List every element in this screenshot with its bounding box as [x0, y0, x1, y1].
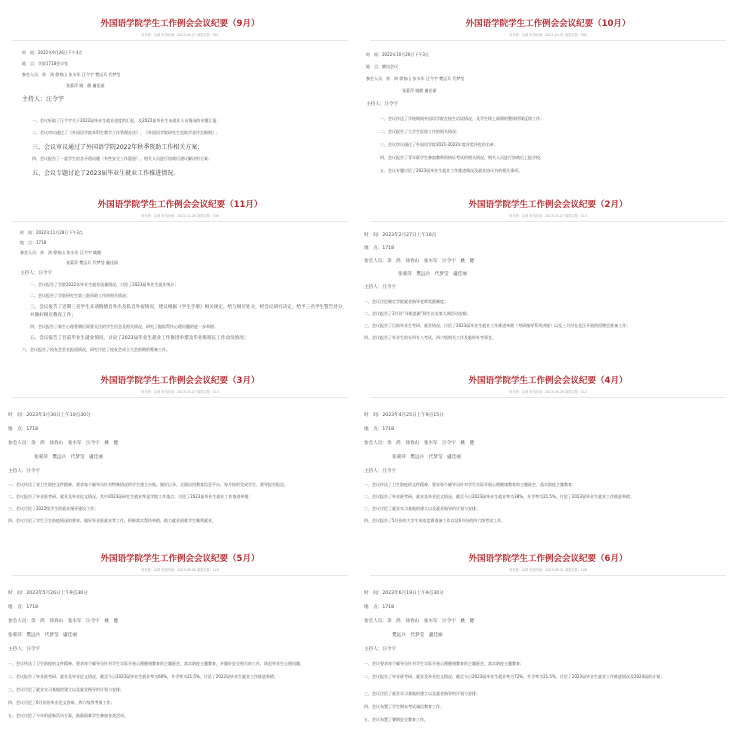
panel-title: 外国语学院学生工作例会会议纪要（10月） [465, 19, 631, 29]
time-line: 时 间：2023年6月19日上午9点30分 [364, 591, 444, 596]
minutes-panel-feb [362, 190, 734, 360]
place-line: 地 点：1718 [364, 427, 395, 432]
item-line: 二、会议报告了毕业班考研、就业及毕业论文情况，其中2023届研究生就业率是学院工作重点；讨论了2023届毕业生就业工作推进举措； [8, 494, 253, 499]
item-line: 五、会议专题讨论了2023届毕业生就业工作推进情况。 [32, 170, 180, 177]
place-line: 地 点：1718 [364, 605, 395, 610]
minutes-panel-mar [4, 366, 356, 538]
item-line: 五、会议专题讨论了2023届毕业生就业工作推进情况及就业协议书的相关事项。 [380, 168, 523, 173]
attendees-line: 参会人员：余 鸿 徐春山 张水军 汪令宇 姚 健 [364, 619, 475, 624]
panel-title: 外国语学院学生工作例会会议纪要（4月） [468, 376, 628, 386]
item-line: 四、会议讨论了学生卫生防疫情况的要求，做好毕业班就业等工作，积极落实帮扶举措，助力就业困难学生顺利就业。 [8, 518, 216, 523]
item-line: 三、会议审议通过了外国语学院2022年秋季资助工作相关方案； [32, 144, 204, 151]
item-line: 一、会议传达了卫生防疫的文件精神，要求每个辅导员针对学生实际开展心理健康教育的主题班会，落实防疫主题教育，并做好安全相关的工作，防范毕业生心理问题； [8, 661, 304, 666]
item-line: 五、会议报告了目前毕业生就业情况，讨论了2023届毕业生就业工作推进举措及毕业班班长工作动员情况； [30, 336, 249, 341]
minutes-panel-sep [4, 8, 356, 186]
item-line: 二、会议报告了毕业班考研、就业及毕业论文情况，截至今日2023届毕业生就业率为60%，升学率为21.5%，讨论了2023届毕业生就业工作推进举措； [8, 674, 278, 679]
item-line: 一、会议听取了汪令宇关于2022届毕业生就业进度的汇报，及2022届毕业生未就业人员情况的专题汇报； [32, 118, 221, 123]
item-line: 二、会议报告了3月份“寻根追源”探生访友第九期活动安排； [364, 311, 471, 316]
panel-meta: 发布者：余鸿 发布时间：2023-04-26 浏览次数：112 [509, 390, 587, 394]
host-line: 主持人：汪令宇 [364, 285, 397, 290]
host-line: 主持人：汪令宇 [8, 469, 41, 474]
item-line: 二、会议审议通过了《外国语学院本科生教学工作管理办法》、《外国语学院研究生奖助学金评定细则》； [32, 130, 220, 135]
place-line: 地 点：1718 [20, 240, 47, 245]
attendees-line: 参会人员：余 鸿 徐春山 张水军 汪令宇 樊远兵 代梦莹 [22, 72, 121, 77]
time-line: 时 间：2022年11月28日下午3点 [20, 230, 83, 235]
attendees-line: 参会人员：余 鸿 徐春山 张水军 汪令宇 姚 健 [364, 441, 475, 446]
item-line: 三、会议报告了目前毕业生考研、就业情况，讨论了2023届毕业生就业工作推进举措（考研指导系列讲座）以及三月份在北区开展的招聘会准备工作； [364, 323, 631, 328]
item-line: 四、会议报告了5月份的大学生英语竞赛准备工作以及6月份的四六级考试工作。 [364, 518, 506, 523]
place-line: 地 点：学院1718会议室 [22, 61, 69, 66]
item-line: 六、会议报告了校友会会长报道情况，研究讨论了校友会成立大会前期的筹备工作。 [22, 347, 170, 352]
time-line: 时 间：2023年3月30日上午10点30分 [8, 413, 91, 418]
attendees-line-2: 张蒙萍 樊远兵 代梦莹 盧佳丽 [392, 455, 461, 460]
attendees-line: 参会人员：余 鸿 徐春山 张水军 汪令宇 姚 健 [8, 619, 119, 624]
minutes-panel-oct [362, 8, 734, 186]
attendees-line-2: 樊远兵 代梦莹 盧佳丽 [392, 633, 443, 638]
item-line: 一、会议要求每个辅导员针对学生实际开展心理健康教育的主题班会，落实防疫主题教育； [364, 661, 524, 666]
attendees-line: 参会人员：余 鸿 徐春山 张水军 汪令宇 姚 健 [364, 259, 475, 264]
attendees-line: 参会人员：余 鸿 徐春山 张水军 汪令宇 姚 健 [8, 441, 119, 446]
item-line: 三、会议讨论了2022级学生的就业指导建设工作； [8, 506, 99, 511]
item-line: 二、会议报告了大学生医保工作的相关情况； [380, 129, 460, 134]
divider [12, 221, 348, 222]
place-line: 地 点：腾讯会议 [366, 64, 398, 69]
time-line: 时 间：2023年2月27日上午10点 [364, 233, 437, 238]
divider [12, 397, 348, 398]
item-line: 一、会议报告了学院2022年毕业生就业质量情况，讨论了2023届毕业生就业统计； [30, 282, 179, 287]
place-line: 地 点：1718 [8, 605, 39, 610]
item-line: 四、会议报告了一起学生宿舍矛盾问题（有些安全工作隐患），相关人员进行协商后建议解决的方案； [32, 156, 212, 161]
divider [12, 575, 348, 576]
divider [370, 221, 726, 222]
panel-meta: 发布者：余鸿 发布时间：2022-10-31 浏览次数：392 [509, 33, 587, 37]
item-line: 一、会议传达了省卫生防控文件精神，要求每个辅导员针对特殊情况的学生建立台账，做好记录，全面启用教育信息平台，每月按时完成学生、督导报告报送； [8, 482, 288, 487]
item-line: 四、会议讨论了6月份的毕业论文答辩、四六级等考务工作； [8, 700, 115, 705]
divider [370, 397, 726, 398]
item-line: 二、会议报告了学院研究生第三批资助工作的相关情况； [30, 293, 130, 298]
attendees-line-2: 张蒙萍 樊远兵 代梦莹 盧佳丽 [8, 633, 77, 638]
panel-meta: 发布者：余鸿 发布时间：2023-03-27 浏览次数：114 [141, 390, 219, 394]
item-line: 三、会议讨论了就业实习基地的建立以及就业指导的计划与安排； [364, 691, 480, 696]
item-line: 一、会议传达了卫生防疫的文件精神，要求每个辅导员针对学生实际开展心理健康教育的主题班会，落实防疫主题教育； [364, 482, 576, 487]
attendees-line: 参会人员：余 鸿 徐春山 张水军 汪令宇 姚健 [20, 250, 102, 255]
time-line: 时 间：2023年4月25日上午9点15分 [364, 413, 444, 418]
panel-title: 外国语学院学生工作例会会议纪要（6月） [468, 554, 628, 564]
attendees-line: 参会人员：余 鸿 徐春山 张水军 汪令宇 樊远兵 代梦莹 [366, 76, 465, 81]
panel-title: 外国语学院学生工作例会会议纪要（2月） [468, 200, 628, 210]
panel-meta: 发布者：余鸿 发布时间：2022-11-28 浏览次数：156 [141, 214, 219, 218]
time-line: 时 间：2022年10月26日下午3点 [366, 52, 429, 57]
host-line: 主持人：汪令宇 [364, 469, 397, 474]
item-line: 一、会议讨论制定学院就业指导老师奖励制度； [364, 299, 448, 304]
item-line: 三、会议报告了近期三名学生未请假擅自外出及私自外宿情况，建议根据《学生手册》相关规定，给与相应处分，经会议研究决定，给予三名学生警告处分，并做好相应教育工作； [30, 305, 347, 318]
panel-meta: 发布者：余鸿 发布时间：2022-09-27 浏览次数：457 [141, 33, 219, 37]
attendees-line-2: 张蒙萍 樊远兵 代梦莹 盧佳丽 [34, 455, 103, 460]
minutes-panel-jun [362, 544, 734, 734]
divider [370, 575, 726, 576]
host-line: 主持人：汪令宇 [22, 96, 65, 103]
item-line: 三、会议审议通过了外国语学院2021-2022年度评奖评优的名单； [380, 142, 498, 147]
divider [370, 40, 726, 41]
item-line: 四、会议布置了学生期末考试诚信教育工作； [364, 704, 444, 709]
host-line: 主持人：汪令宇 [8, 647, 41, 652]
host-line: 主持人：汪令宇 [366, 102, 399, 107]
item-line: 一、会议传达了学校期间外国语学院在校生访谈情况，及学生线上网课的整体授课反馈工作； [380, 116, 544, 121]
place-line: 地 点：1718 [364, 246, 395, 251]
panel-title: 外国语学院学生工作例会会议纪要（9月） [100, 19, 260, 29]
item-line: 三、会议讨论了就业实习基地的建立以及就业指导的计划与安排； [8, 687, 124, 692]
item-line: 二、会议报告了毕业班考研、就业及毕业论文情况，截至今日2023届毕业生就业率为72%，升学率为21.5%，讨论了2023届毕业生就业工作推进情况及2024届的计划； [364, 674, 665, 679]
panel-meta: 发布者：余鸿 发布时间：2023-06-31 浏览次数：106 [509, 568, 587, 572]
attendees-line-2: 张蒙萍 姚健 盧佳丽 [402, 88, 437, 93]
item-line: 二、会议报告了毕业班考研、就业及毕业论文情况，截至今日2023届毕业生就业率为38%，升学率为21.5%，讨论了2023届毕业生就业工作推进举措； [364, 494, 634, 499]
place-line: 地 点：1718 [8, 427, 39, 432]
host-line: 主持人：汪令宇 [20, 271, 53, 276]
time-line: 时 间：2023年5月26日上午9点30分 [8, 591, 88, 596]
item-line: 五、会议讨论了今年的迎新活动方案，鼓励困难学生参加各类活动。 [8, 713, 128, 718]
item-line: 四、会议报告了青年联学生参加教师资格证考试的相关情况，相关人员进行协商后上报学校； [380, 155, 544, 160]
minutes-panel-may [4, 544, 356, 734]
panel-title: 外国语学院学生工作例会会议纪要（5月） [100, 554, 260, 564]
divider [12, 40, 348, 41]
item-line: 三、会议讨论了就业实习基地的建立以及就业指导的计划与安排； [364, 506, 480, 511]
attendees-line-2: 张蒙萍 樊远兵 代梦莹 盧佳丽 [66, 260, 118, 265]
attendees-line-2: 张蒙萍 姚 健 盧佳丽 [66, 83, 105, 88]
panel-title: 外国语学院学生工作例会会议纪要（11月） [97, 200, 263, 210]
panel-title: 外国语学院学生工作例会会议纪要（3月） [100, 376, 260, 386]
host-line: 主持人：汪令宇 [364, 647, 397, 652]
panel-meta: 发布者：余鸿 发布时间：2023-03-27 浏览次数：114 [509, 214, 587, 218]
time-line: 时 间：2022年9月26日下午3点 [22, 50, 83, 55]
attendees-line-2: 张蒙萍 樊远兵 代梦莹 盧佳丽 [398, 272, 467, 277]
item-line: 四、会议报告了毕业生的专四专八考试、四六级相关工作及临时补考事宜。 [364, 335, 496, 340]
panel-meta: 发布者：余鸿 发布时间：2023-06-06 浏览次数：120 [141, 568, 219, 572]
item-line: 五、会议布置了暑期安全教育工作。 [364, 717, 428, 722]
item-line: 四、会议报告了新生心理普测后需要关注的学生信息及相关情况，研究了跟踪帮扶心理问题的进一步举措； [30, 324, 218, 329]
minutes-panel-nov [4, 190, 356, 360]
minutes-panel-apr [362, 366, 734, 538]
